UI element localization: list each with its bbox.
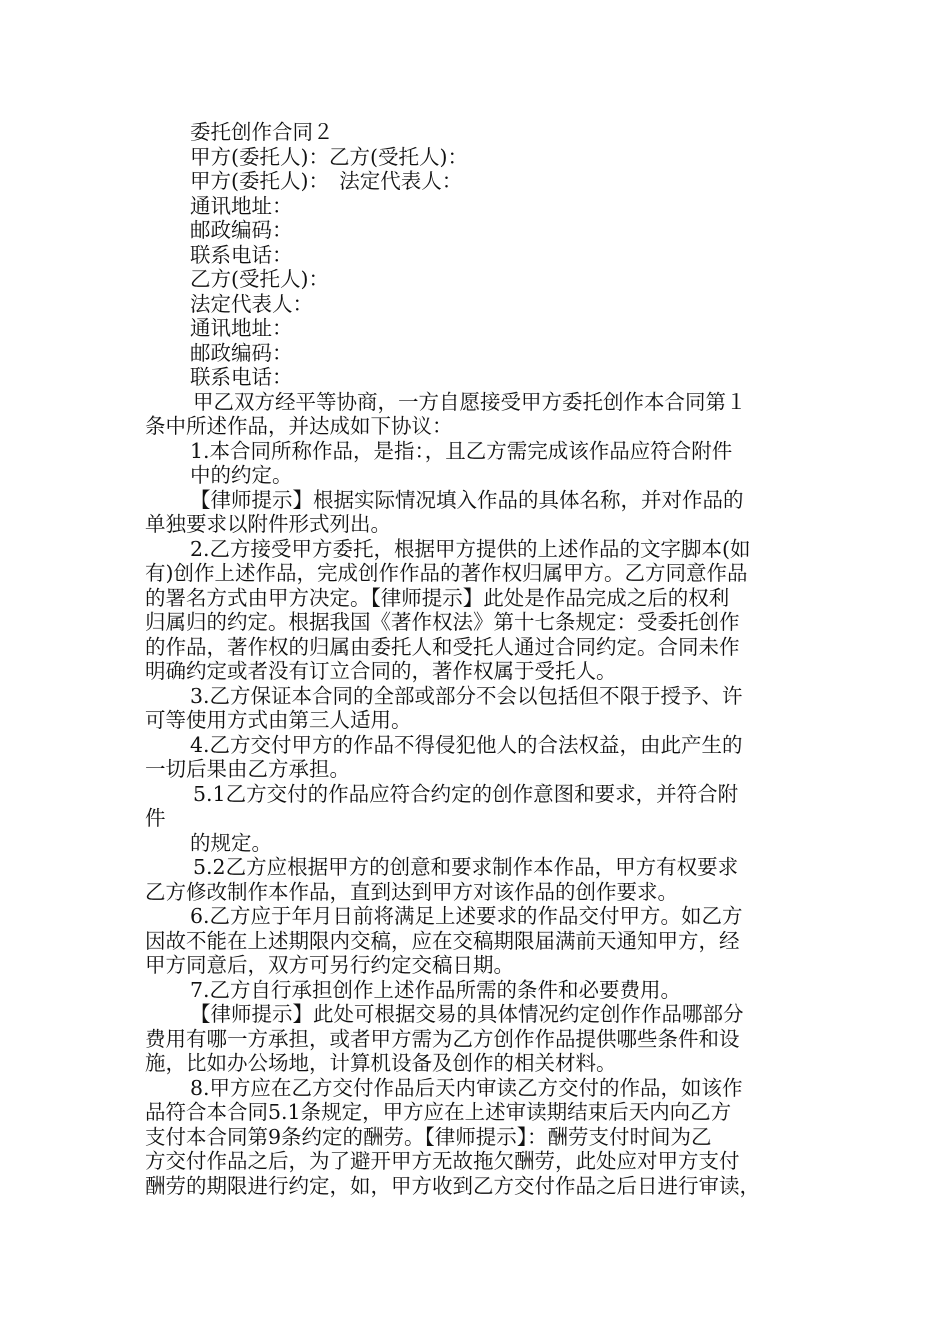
paragraph-line: 1.本合同所称作品，是指：，且乙方需完成该作品应符合附件 xyxy=(190,438,733,463)
paragraph-line: 的规定。 xyxy=(190,830,272,855)
paragraph-line: 可等使用方式由第三人适用。 xyxy=(145,708,412,732)
paragraph-line: 一切后果由乙方承担。 xyxy=(145,757,350,781)
contract-title: 委托创作合同２ xyxy=(190,120,334,144)
paragraph-line: 品符合本合同5.1条规定，甲方应在上述审读期结束后天内向乙方 xyxy=(145,1100,732,1124)
paragraph-line: 4.乙方交付甲方的作品不得侵犯他人的合法权益，由此产生的 xyxy=(190,732,743,757)
paragraph-line: 【律师提示】此处可根据交易的具体情况约定创作作品哪部分 xyxy=(190,1002,744,1026)
paragraph-line: 2.乙方接受甲方委托，根据甲方提供的上述作品的文字脚本(如 xyxy=(190,536,751,561)
paragraph-clause-2 xyxy=(145,537,835,684)
paragraph-line: 酬劳的期限进行约定，如，甲方收到乙方交付作品之后日进行审读， xyxy=(145,1173,760,1198)
paragraph-clause-8 xyxy=(145,1076,835,1199)
party-b-phone: 联系电话： xyxy=(190,365,293,389)
paragraph-lawyer-tip-2 xyxy=(145,1002,835,1076)
paragraph-lawyer-tip-1 xyxy=(145,488,835,537)
paragraph-clause-1 xyxy=(145,439,835,488)
paragraph-line: 的作品，著作权的归属由委托人和受托人通过合同约定。合同未作 xyxy=(145,634,740,659)
party-b-line: 乙方(受托人)： xyxy=(190,267,329,291)
party-b-representative: 法定代表人： xyxy=(190,291,313,316)
party-a-phone: 联系电话： xyxy=(190,242,293,267)
party-a-address: 通讯地址： xyxy=(190,193,293,218)
paragraph-intro xyxy=(145,390,835,439)
paragraph-clause-6 xyxy=(145,904,835,978)
paragraph-line: 因故不能在上述期限内交稿，应在交稿期限届满前天通知甲方，经 xyxy=(145,928,740,953)
paragraph-line: 甲乙双方经平等协商，一方自愿接受甲方委托创作本合同第１ xyxy=(193,389,747,414)
party-b-postcode: 邮政编码： xyxy=(190,340,293,365)
document-body xyxy=(145,120,835,1198)
paragraph-line: 6.乙方应于年月日前将满足上述要求的作品交付甲方。如乙方 xyxy=(190,904,743,928)
paragraph-clause-3 xyxy=(145,684,835,733)
paragraph-line: 方交付作品之后，为了避开甲方无故拖欠酬劳，此处应对甲方支付 xyxy=(145,1149,740,1173)
paragraph-line: 7.乙方自行承担创作上述作品所需的条件和必要费用。 xyxy=(190,977,682,1002)
paragraph-clause-7 xyxy=(145,978,835,1003)
paragraph-line: 5.2乙方应根据甲方的创意和要求制作本作品，甲方有权要求 xyxy=(193,855,739,879)
party-a-postcode: 邮政编码： xyxy=(190,218,293,242)
paragraph-line: 归属归的约定。根据我国《著作权法》第十七条规定：受委托创作 xyxy=(145,610,740,634)
paragraph-line: 的署名方式由甲方决定。【律师提示】此处是作品完成之后的权利 xyxy=(145,585,730,610)
paragraph-line: 【律师提示】根据实际情况填入作品的具体名称，并对作品的 xyxy=(190,487,744,512)
party-line: 甲方(委托人)：乙方(受托人)： xyxy=(190,144,468,169)
paragraph-line: 条中所述作品，并达成如下协议： xyxy=(145,414,453,438)
paragraph-line: 8.甲方应在乙方交付作品后天内审读乙方交付的作品，如该作 xyxy=(190,1075,743,1100)
paragraph-line: 单独要求以附件形式列出。 xyxy=(145,512,391,536)
paragraph-line: 施，比如办公场地，计算机设备及创作的相关材料。 xyxy=(145,1051,617,1075)
paragraph-clause-5-1 xyxy=(145,782,835,856)
paragraph-line: 支付本合同第9条约定的酬劳。【律师提示】：酬劳支付时间为乙 xyxy=(145,1124,712,1149)
paragraph-line: 费用有哪一方承担，或者甲方需为乙方创作作品提供哪些条件和设 xyxy=(145,1026,740,1051)
paragraph-line: 3.乙方保证本合同的全部或部分不会以包括但不限于授予、许 xyxy=(190,683,743,708)
paragraph-line: 甲方同意后，双方可另行约定交稿日期。 xyxy=(145,953,514,977)
paragraph-clause-5-2 xyxy=(145,855,835,904)
paragraph-line: 件 xyxy=(145,806,166,830)
paragraph-line: 明确约定或者没有订立合同的，著作权属于受托人。 xyxy=(145,659,617,683)
party-a-line: 甲方(委托人)： 法定代表人： xyxy=(190,169,463,193)
paragraph-line: 有)创作上述作品，完成创作作品的著作权归属甲方。乙方同意作品 xyxy=(145,561,748,585)
paragraph-line: 中的约定。 xyxy=(190,463,293,487)
contract-header xyxy=(145,120,835,390)
paragraph-line: 5.1乙方交付的作品应符合约定的创作意图和要求，并符合附 xyxy=(193,781,739,806)
paragraph-line: 乙方修改制作本作品，直到达到甲方对该作品的创作要求。 xyxy=(145,879,678,904)
paragraph-clause-4 xyxy=(145,733,835,782)
party-b-address: 通讯地址： xyxy=(190,316,293,340)
